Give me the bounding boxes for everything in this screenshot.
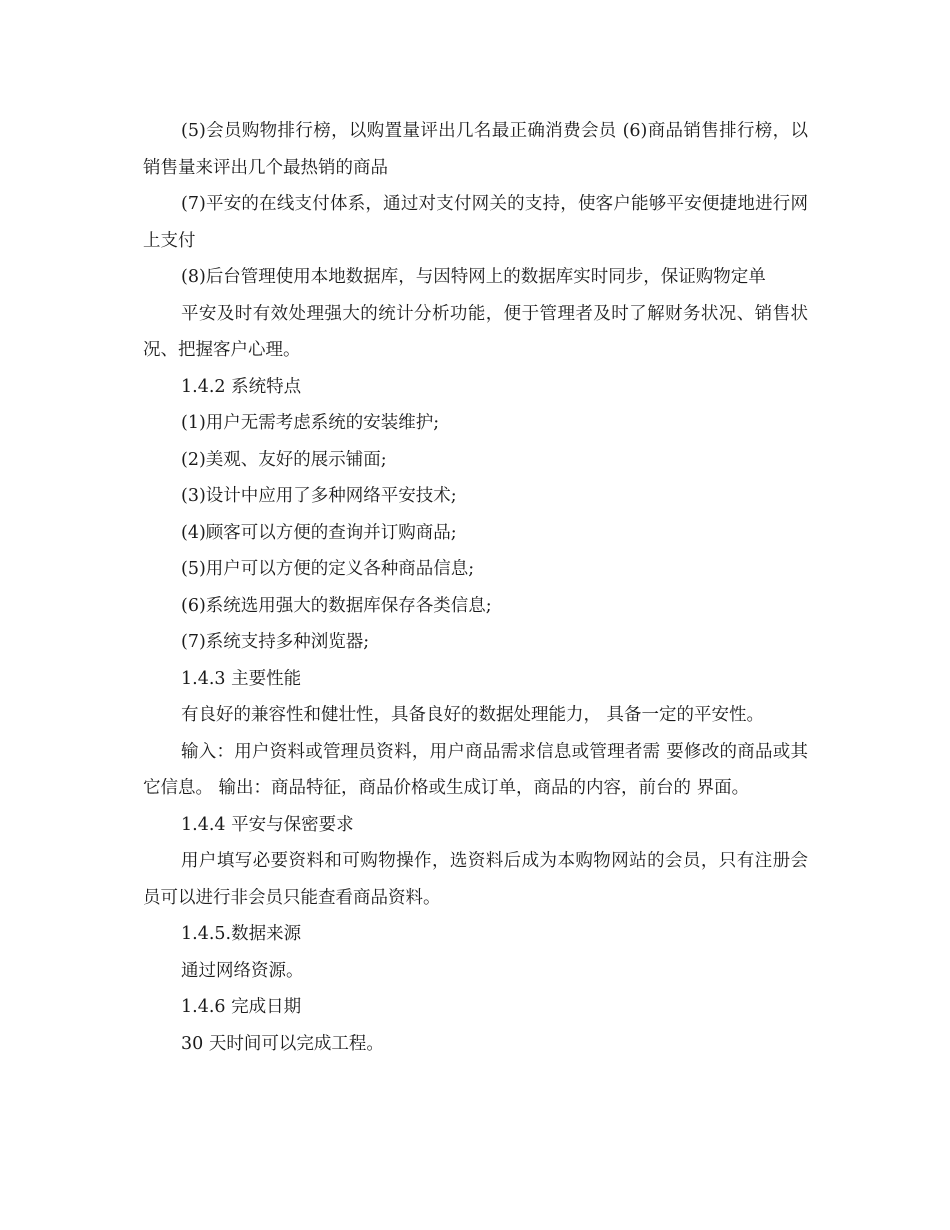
list-item-feature-6: (6)系统选用强大的数据库保存各类信息; — [181, 595, 492, 616]
section-heading-performance: 1.4.3 主要性能 — [181, 668, 302, 689]
list-item-feature-3: (3)设计中应用了多种网络平安技术; — [181, 486, 457, 506]
paragraph-registration: 用户填写必要资料和可购物操作，选资料后成为本购物网站的会员，只有注册会员可以进行非会员只能查看商品资料。 — [143, 851, 808, 908]
section-heading-features: 1.4.2 系统特点 — [181, 376, 302, 397]
paragraph-completion-date: 30 天时间可以完成工程。 — [181, 1033, 384, 1054]
document-body — [143, 113, 808, 1062]
paragraph-data-source: 通过网络资源。 — [181, 960, 304, 981]
list-item-feature-2: (2)美观、友好的展示铺面; — [181, 449, 387, 470]
paragraph-member-ranking: (5)会员购物排行榜，以购置量评出几名最正确消费会员 (6)商品销售排行榜，以销售量来评出几个最热销的商品 — [143, 121, 808, 178]
section-heading-completion-date: 1.4.6 完成日期 — [181, 997, 302, 1017]
paragraph-backend-management: (8)后台管理使用本地数据库，与因特网上的数据库实时同步，保证购物定单 — [181, 267, 766, 287]
paragraph-input-output: 输入：用户资料或管理员资料，用户商品需求信息或管理者需 要修改的商品或其它信息。 输出：商品特征，商品价格或生成订单，商品的内容，前台的 界面。 — [143, 741, 808, 798]
paragraph-online-payment: (7)平安的在线支付体系，通过对支付网关的支持，使客户能够平安便捷地进行网上支付 — [143, 194, 808, 251]
list-item-feature-5: (5)用户可以方便的定义各种商品信息; — [181, 559, 475, 579]
list-item-feature-4: (4)顾客可以方便的查询并订购商品; — [181, 522, 457, 543]
paragraph-statistics: 平安及时有效处理强大的统计分析功能，便于管理者及时了解财务状况、销售状况、把握客户心理。 — [143, 303, 808, 360]
list-item-feature-7: (7)系统支持多种浏览器; — [181, 632, 370, 652]
paragraph-compatibility: 有良好的兼容性和健壮性，具备良好的数据处理能力， 具备一定的平安性。 — [181, 705, 765, 725]
list-item-feature-1: (1)用户无需考虑系统的安装维护; — [181, 413, 440, 433]
section-heading-data-source: 1.4.5.数据来源 — [181, 924, 302, 944]
section-heading-security: 1.4.4 平安与保密要求 — [181, 814, 354, 835]
